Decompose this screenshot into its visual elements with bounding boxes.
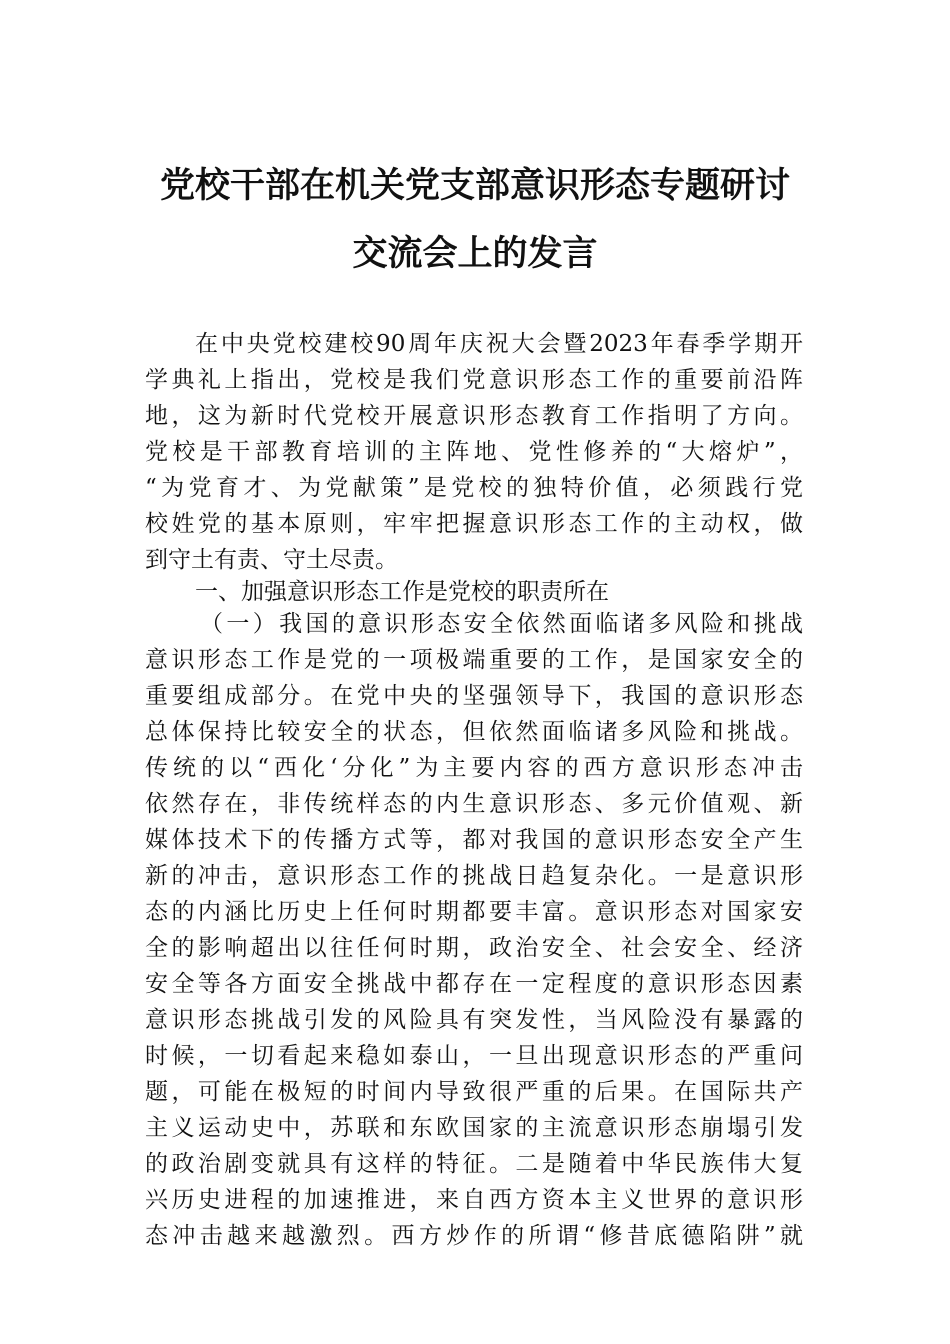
body-line: 主义运动史中，苏联和东欧国家的主流意识形态崩塌引发 [145,1115,803,1141]
body-line: 总体保持比较安全的状态，但依然面临诸多风险和挑战。 [145,719,803,745]
body-line: 意识形态挑战引发的风险具有突发性，当风险没有暴露的 [145,1007,803,1033]
document-title-line-2: 交流会上的发言 [352,234,598,274]
body-line: 的政治剧变就具有这样的特征。二是随着中华民族伟大复 [145,1151,803,1177]
body-line: 安全等各方面安全挑战中都存在一定程度的意识形态因素 [145,971,803,997]
body-line: 依然存在，非传统样态的内生意识形态、多元价值观、新 [145,791,803,817]
body-line: 题，可能在极短的时间内导致很严重的后果。在国际共产 [145,1079,803,1105]
intro-line: 党校是干部教育培训的主阵地、党性修养的“大熔炉”， [145,439,803,465]
intro-line: 在中央党校建校90周年庆祝大会暨2023年春季学期开 [195,331,803,357]
body-line: 意识形态工作是党的一项极端重要的工作，是国家安全的 [145,647,803,673]
body-line: 重要组成部分。在党中央的坚强领导下，我国的意识形态 [145,683,803,709]
body-line: 时候，一切看起来稳如泰山，一旦出现意识形态的严重问 [145,1043,803,1069]
intro-line: 校姓党的基本原则，牢牢把握意识形态工作的主动权，做 [145,511,803,537]
intro-line: 学典礼上指出，党校是我们党意识形态工作的重要前沿阵 [145,367,803,393]
intro-line: 到守土有责、守土尽责。 [145,547,398,573]
subsection-heading: （一）我国的意识形态安全依然面临诸多风险和挑战 [200,611,803,637]
section-heading: 一、加强意识形态工作是党校的职责所在 [195,579,609,605]
intro-line: 地，这为新时代党校开展意识形态教育工作指明了方向。 [145,403,803,429]
intro-line: “为党育才、为党献策”是党校的独特价值，必须践行党 [145,475,803,501]
body-line: 兴历史进程的加速推进，来自西方资本主义世界的意识形 [145,1187,803,1213]
body-line: 传统的以“西化‘分化”为主要内容的西方意识形态冲击 [145,755,803,781]
body-line: 态冲击越来越激烈。西方炒作的所谓“修昔底德陷阱”就 [145,1223,803,1249]
body-line: 全的影响超出以往任何时期，政治安全、社会安全、经济 [145,935,803,961]
body-line: 态的内涵比历史上任何时期都要丰富。意识形态对国家安 [145,899,803,925]
body-line: 新的冲击，意识形态工作的挑战日趋复杂化。一是意识形 [145,863,803,889]
document-title-line-1: 党校干部在机关党支部意识形态专题研讨 [159,166,790,206]
body-line: 媒体技术下的传播方式等，都对我国的意识形态安全产生 [145,827,803,853]
